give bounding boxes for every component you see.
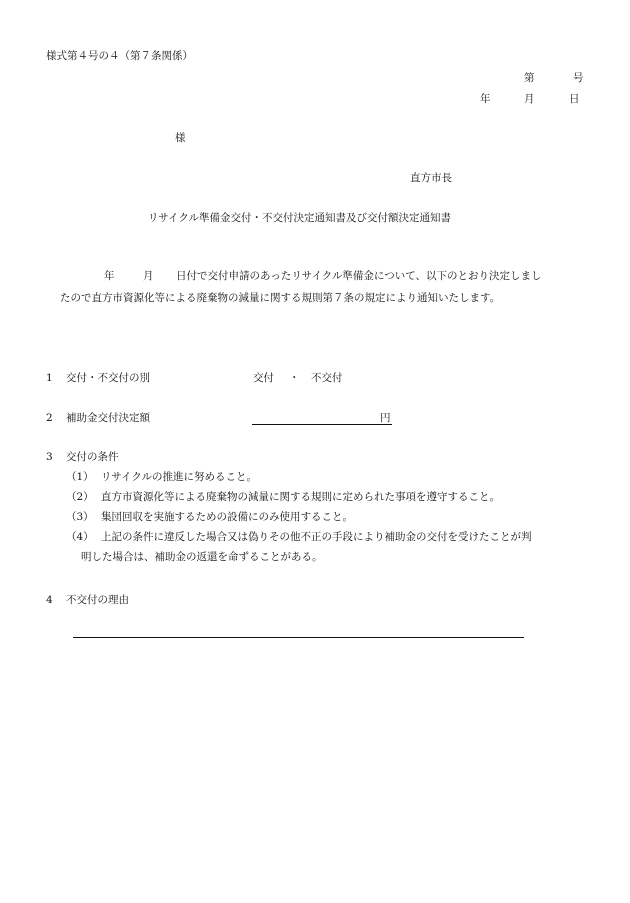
nongrant-option: 不交付	[311, 372, 343, 384]
condition-2-number: （2）	[66, 491, 94, 503]
date-month: 月	[524, 93, 535, 105]
item2-number: 2	[46, 412, 53, 424]
date-year: 年	[480, 93, 491, 105]
item3-label: 交付の条件	[66, 451, 119, 463]
amount-field-underline	[252, 424, 392, 425]
condition-1-text: リサイクルの推進に努めること。	[101, 471, 258, 483]
addressee-honorific: 様	[175, 132, 186, 144]
sender-name: 直方市長	[410, 172, 452, 184]
condition-4-text: 上記の条件に違反した場合又は偽りその他不正の手段により補助金の交付を受けたことが判	[101, 531, 532, 543]
item1-number: 1	[46, 372, 53, 384]
intro-line2: たので直方市資源化等による廃棄物の減量に関する規則第７条の規定により通知いたします。	[60, 292, 501, 304]
grant-option: 交付	[253, 372, 274, 384]
item4-number: 4	[46, 594, 53, 606]
date-day: 日	[569, 93, 580, 105]
item1-label: 交付・不交付の別	[66, 372, 150, 384]
condition-1-number: （1）	[66, 471, 94, 483]
condition-3-number: （3）	[66, 511, 94, 523]
condition-3-text: 集団回収を実施するための設備にのみ使用すること。	[101, 511, 353, 523]
intro-line1: 日付で交付申請のあったリサイクル準備金について、以下のとおり決定しまし	[176, 270, 542, 282]
condition-4-number: （4）	[66, 531, 94, 543]
item4-label: 不交付の理由	[66, 594, 129, 606]
item3-number: 3	[46, 451, 53, 463]
number-dai: 第	[524, 72, 535, 84]
item2-label: 補助金交付決定額	[66, 412, 150, 424]
form-number: 様式第４号の４（第７条関係）	[46, 50, 193, 62]
intro-year: 年	[104, 270, 115, 282]
amount-currency: 円	[380, 412, 391, 424]
condition-2-text: 直方市資源化等による廃棄物の減量に関する規則に定められた事項を遵守すること。	[101, 491, 500, 503]
choice-separator: ・	[289, 372, 300, 384]
reason-field-underline	[73, 637, 524, 638]
number-go: 号	[573, 72, 584, 84]
condition-4-continuation: 明した場合は、補助金の返還を命ずることがある。	[81, 551, 323, 563]
intro-month: 月	[143, 270, 154, 282]
document-title: リサイクル準備金交付・不交付決定通知書及び交付額決定通知書	[148, 212, 452, 224]
